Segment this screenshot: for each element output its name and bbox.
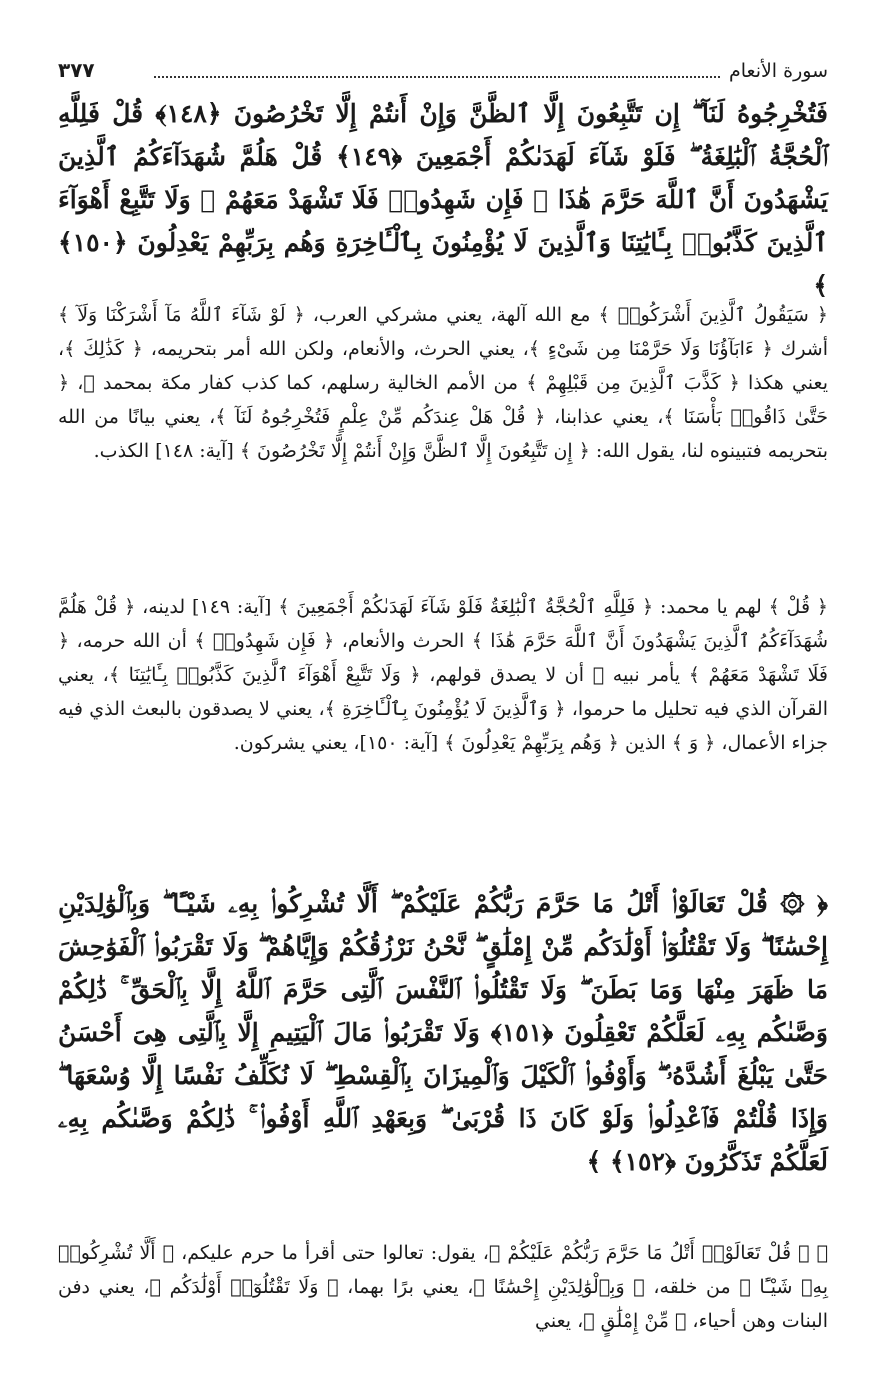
commentary-verses-149-150: ﴿ قُلْ ﴾ لهم يا محمد: ﴿ فَلِلَّهِ ٱلْحُجَّةُ ٱلْبَٰلِغَةُ فَلَوْ شَآءَ لَهَدَىٰكُمْ أَجْمَعِينَ ﴾ [آية: ١٤٩] لدينه، ﴿ قُلْ هَلُمَّ شُهَدَآءَكُمُ ٱلَّذِينَ يَشْهَدُونَ أَنَّ ٱللَّهَ حَرَّمَ هَٰذَا ﴾ الحرث والأنعام، ﴿ فَإِن شَهِدُوا۟ ﴾ أن الله حرمه، ﴿ فَلَا تَشْهَدْ مَعَهُمْ ﴾ يأمر نبيه ﷺ أن لا يصدق قولهم، ﴿ وَلَا تَتَّبِعْ أَهْوَآءَ ٱلَّذِينَ كَذَّبُوا۟ بِـَٔايَٰتِنَا ﴾، يعني القرآن الذي فيه تحليل ما حرموا، ﴿ وَٱلَّذِينَ لَا يُؤْمِنُونَ بِٱلْـَٔاخِرَةِ ﴾، يعني لا يصدقون بالبعث الذي فيه جزاء الأعمال، ﴿ وَ ﴾ الذين ﴿ وَهُم بِرَبِّهِمْ يَعْدِلُونَ ﴾ [آية: ١٥٠]، يعني يشركون.: [58, 596, 828, 754]
page-header: [58, 56, 828, 90]
book-page: [58, 56, 828, 1376]
quran-verses-151-152: ﴿ ۞ قُلْ تَعَالَوْا۟ أَتْلُ مَا حَرَّمَ رَبُّكُمْ عَلَيْكُمْ ۖ أَلَّا تُشْرِكُوا۟ بِهِۦ شَيْـًٔا ۖ وَبِٱلْوَٰلِدَيْنِ إِحْسَٰنًا ۖ وَلَا تَقْتُلُوٓا۟ أَوْلَٰدَكُم مِّنْ إِمْلَٰقٍ ۖ نَّحْنُ نَرْزُقُكُمْ وَإِيَّاهُمْ ۖ وَلَا تَقْرَبُوا۟ ٱلْفَوَٰحِشَ مَا ظَهَرَ مِنْهَا وَمَا بَطَنَ ۖ وَلَا تَقْتُلُوا۟ ٱلنَّفْسَ ٱلَّتِى حَرَّمَ ٱللَّهُ إِلَّا بِٱلْحَقِّ ۚ ذَٰلِكُمْ وَصَّىٰكُم بِهِۦ لَعَلَّكُمْ تَعْقِلُونَ ﴿١٥١﴾ وَلَا تَقْرَبُوا۟ مَالَ ٱلْيَتِيمِ إِلَّا بِٱلَّتِى هِىَ أَحْسَنُ حَتَّىٰ يَبْلُغَ أَشُدَّهُۥ ۖ وَأَوْفُوا۟ ٱلْكَيْلَ وَٱلْمِيزَانَ بِٱلْقِسْطِ ۖ لَا نُكَلِّفُ نَفْسًا إِلَّا وُسْعَهَا ۖ وَإِذَا قُلْتُمْ فَٱعْدِلُوا۟ وَلَوْ كَانَ ذَا قُرْبَىٰ ۖ وَبِعَهْدِ ٱللَّهِ أَوْفُوا۟ ۚ ذَٰلِكُمْ وَصَّىٰكُم بِهِۦ لَعَلَّكُمْ تَذَكَّرُونَ ﴿١٥٢﴾ ﴾: [58, 889, 828, 1176]
commentary-verse-148: ﴿ سَيَقُولُ ٱلَّذِينَ أَشْرَكُوا۟ ﴾ مع الله آلهة، يعني مشركي العرب، ﴿ لَوْ شَآءَ ٱللَّهُ مَآ أَشْرَكْنَا وَلَآ ﴾ أشرك ﴿ ءَابَآؤُنَا وَلَا حَرَّمْنَا مِن شَىْءٍ ﴾، يعني الحرث، والأنعام، ولكن الله أمر بتحريمه، ﴿ كَذَٰلِكَ ﴾، يعني هكذا ﴿ كَذَّبَ ٱلَّذِينَ مِن قَبْلِهِمْ ﴾ من الأمم الخالية رسلهم، كما كذب كفار مكة بمحمد ﷺ، ﴿ حَتَّىٰ ذَاقُوا۟ بَأْسَنَا ﴾، يعني عذابنا، ﴿ قُلْ هَلْ عِندَكُم مِّنْ عِلْمٍ فَتُخْرِجُوهُ لَنَآ ﴾، يعني بيانًا من الله بتحريمه فتبينوه لنا، يقول الله: ﴿ إِن تَتَّبِعُونَ إِلَّا ٱلظَّنَّ وَإِنْ أَنتُمْ إِلَّا تَخْرُصُونَ ﴾ [آية: ١٤٨] الكذب.: [58, 304, 828, 462]
surah-title: سورة الأنعام: [728, 60, 828, 82]
header-dotted-leader: [154, 64, 720, 78]
quran-verses-148-150: فَتُخْرِجُوهُ لَنَآ ۖ إِن تَتَّبِعُونَ إِلَّا ٱلظَّنَّ وَإِنْ أَنتُمْ إِلَّا تَخْرُصُونَ ﴿١٤٨﴾ قُلْ فَلِلَّهِ ٱلْحُجَّةُ ٱلْبَٰلِغَةُ ۖ فَلَوْ شَآءَ لَهَدَىٰكُمْ أَجْمَعِينَ ﴿١٤٩﴾ قُلْ هَلُمَّ شُهَدَآءَكُمُ ٱلَّذِينَ يَشْهَدُونَ أَنَّ ٱللَّهَ حَرَّمَ هَٰذَا ۖ فَإِن شَهِدُوا۟ فَلَا تَشْهَدْ مَعَهُمْ ۚ وَلَا تَتَّبِعْ أَهْوَآءَ ٱلَّذِينَ كَذَّبُوا۟ بِـَٔايَٰتِنَا وَٱلَّذِينَ لَا يُؤْمِنُونَ بِٱلْـَٔاخِرَةِ وَهُم بِرَبِّهِمْ يَعْدِلُونَ ﴿١٥٠﴾ ﴾: [58, 99, 829, 300]
commentary-verse-151: ﴿ ۞ قُلْ تَعَالَوْا۟ أَتْلُ مَا حَرَّمَ رَبُّكُمْ عَلَيْكُمْ ﴾، يقول: تعالوا حتى أقرأ ما حرم عليكم، ﴿ أَلَّا تُشْرِكُوا۟ بِهِۦ شَيْـًٔا ﴾ من خلقه، ﴿ وَبِٱلْوَٰلِدَيْنِ إِحْسَٰنًا ﴾، يعني برًا بهما، ﴿ وَلَا تَقْتُلُوٓا۟ أَوْلَٰدَكُم ﴾، يعني دفن البنات وهن أحياء، ﴿ مِّنْ إِمْلَٰقٍ ﴾، يعني: [58, 1242, 828, 1332]
page-number: ٣٧٧: [58, 58, 95, 82]
